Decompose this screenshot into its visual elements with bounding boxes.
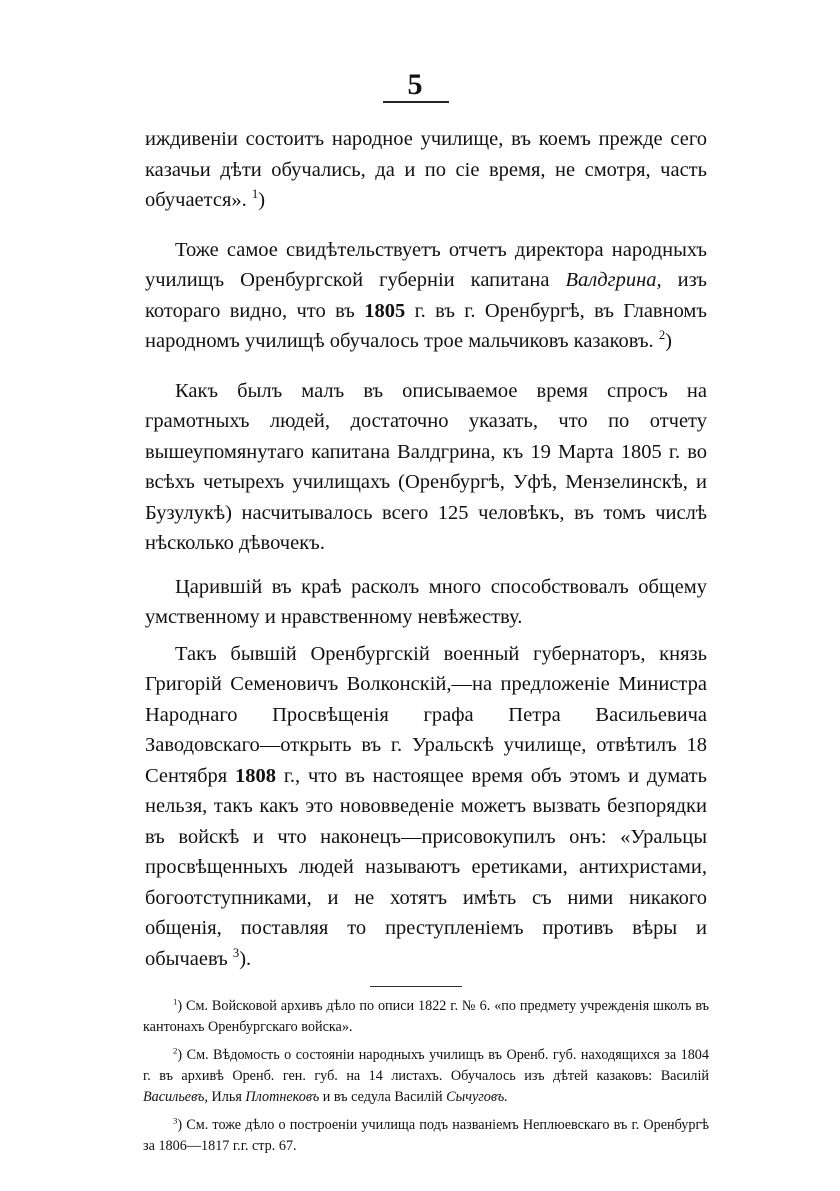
- page-number: 5: [407, 68, 423, 101]
- text-run: Царившій въ краѣ расколъ много способствовалъ общему умственному и нравственному невѣжеству.: [145, 575, 707, 628]
- year: 1808: [235, 764, 277, 787]
- footnote-separator: [370, 986, 462, 987]
- text-run: Тоже самое свидѣтельствуетъ отчетъ директора народныхъ училищъ Оренбургской губерніи капитана: [145, 238, 707, 291]
- footnote-text: ) См. тоже дѣло о построеніи училища подъ названіемъ Неплюевскаго въ г. Оренбургѣ за 1806—1817 г.г. стр. 67.: [143, 1117, 709, 1154]
- text-run: Такъ бывшій Оренбургскій военный губернаторъ, князь Григорій Семеновичъ Волконскій,—на предложеніе Министра Народнаго Просвѣщенія графа Петра Васильевича Заводовскаго—открыть въ г. Уральскѣ училище, отвѣтилъ 18 Сентября: [145, 642, 707, 787]
- footnote-ref: 2: [658, 328, 666, 343]
- paragraph-2: [145, 235, 707, 357]
- paragraph-4: [145, 572, 707, 633]
- text-run: г., что въ настоящее время объ этомъ и думать нельзя, такъ какъ это нововведеніе можетъ вызвать безпорядки въ войскѣ и что наконецъ—присовокупилъ онъ: «Уральцы просвѣщенныхъ людей называютъ еретиками, антихристами, богоотступниками, и не хотятъ имѣть съ ними никакого общенія, поставляя то преступленіемъ противъ вѣры и обычаевъ: [145, 764, 707, 970]
- footnote-text: ) См. Войсковой архивъ дѣло по описи 1822 г. № 6. «по предмету учрежденія школъ въ кантонахъ Оренбургскаго войска».: [143, 998, 709, 1035]
- footnotes: [143, 996, 709, 1164]
- italic-name: Васильевъ,: [143, 1089, 208, 1105]
- text-run: г. въ г. Оренбургѣ, въ Главномъ народномъ училищѣ обучалось трое мальчиковъ казаковъ.: [145, 299, 708, 352]
- italic-name: Сычуговъ.: [446, 1089, 508, 1105]
- footnote-marker: 2: [173, 1045, 178, 1056]
- paragraph-3: [145, 376, 707, 559]
- paragraph-5: [145, 639, 707, 975]
- footnote-text: и въ седула Василій: [319, 1089, 447, 1105]
- body-text: [145, 124, 707, 974]
- footnote-ref: 1: [251, 187, 259, 202]
- text-run: иждивеніи состоитъ народное училище, въ коемъ прежде сего казачьи дѣти обучались, да и по сіе время, не смотря, часть обучается».: [145, 128, 707, 211]
- italic-name: Плотнековъ: [245, 1089, 320, 1105]
- text-run: ): [665, 330, 672, 352]
- text-run: Какъ былъ малъ въ описываемое время спросъ на грамотныхъ людей, достаточно указать, что по отчету вышеупомянутаго капитана Валдгрина, къ 19 Марта 1805 г. во всѣхъ четырехъ училищахъ (Оренбургѣ, Уфѣ, Мензелинскѣ, и Бузулукѣ) насчитывалось всего 125 человѣкъ, въ томъ числѣ нѣсколько дѣвочекъ.: [145, 379, 707, 554]
- footnote-3: [143, 1115, 709, 1157]
- footnote-marker: 3: [173, 1115, 178, 1126]
- footnote-1: [143, 996, 709, 1038]
- text-run: изъ котораго видно, что въ: [145, 269, 707, 322]
- italic-name: Валдгрина,: [565, 269, 662, 291]
- paragraph-1: [145, 124, 707, 216]
- footnote-marker: 1: [173, 996, 178, 1007]
- text-run: ): [258, 189, 266, 211]
- page-number-underline: [383, 101, 449, 103]
- footnote-ref: 3: [232, 945, 240, 960]
- year: 1805: [364, 299, 406, 322]
- footnote-text: Илья: [207, 1089, 246, 1105]
- text-run: ).: [239, 947, 252, 970]
- footnote-2: [143, 1045, 709, 1108]
- footnote-text: ) См. Вѣдомость о состояніи народныхъ училищъ въ Оренб. губ. находящихся за 1804 г. въ архивѣ Оренб. ген. губ. на 14 листахъ. Обучалось изъ дѣтей казаковъ: Василій: [143, 1047, 709, 1084]
